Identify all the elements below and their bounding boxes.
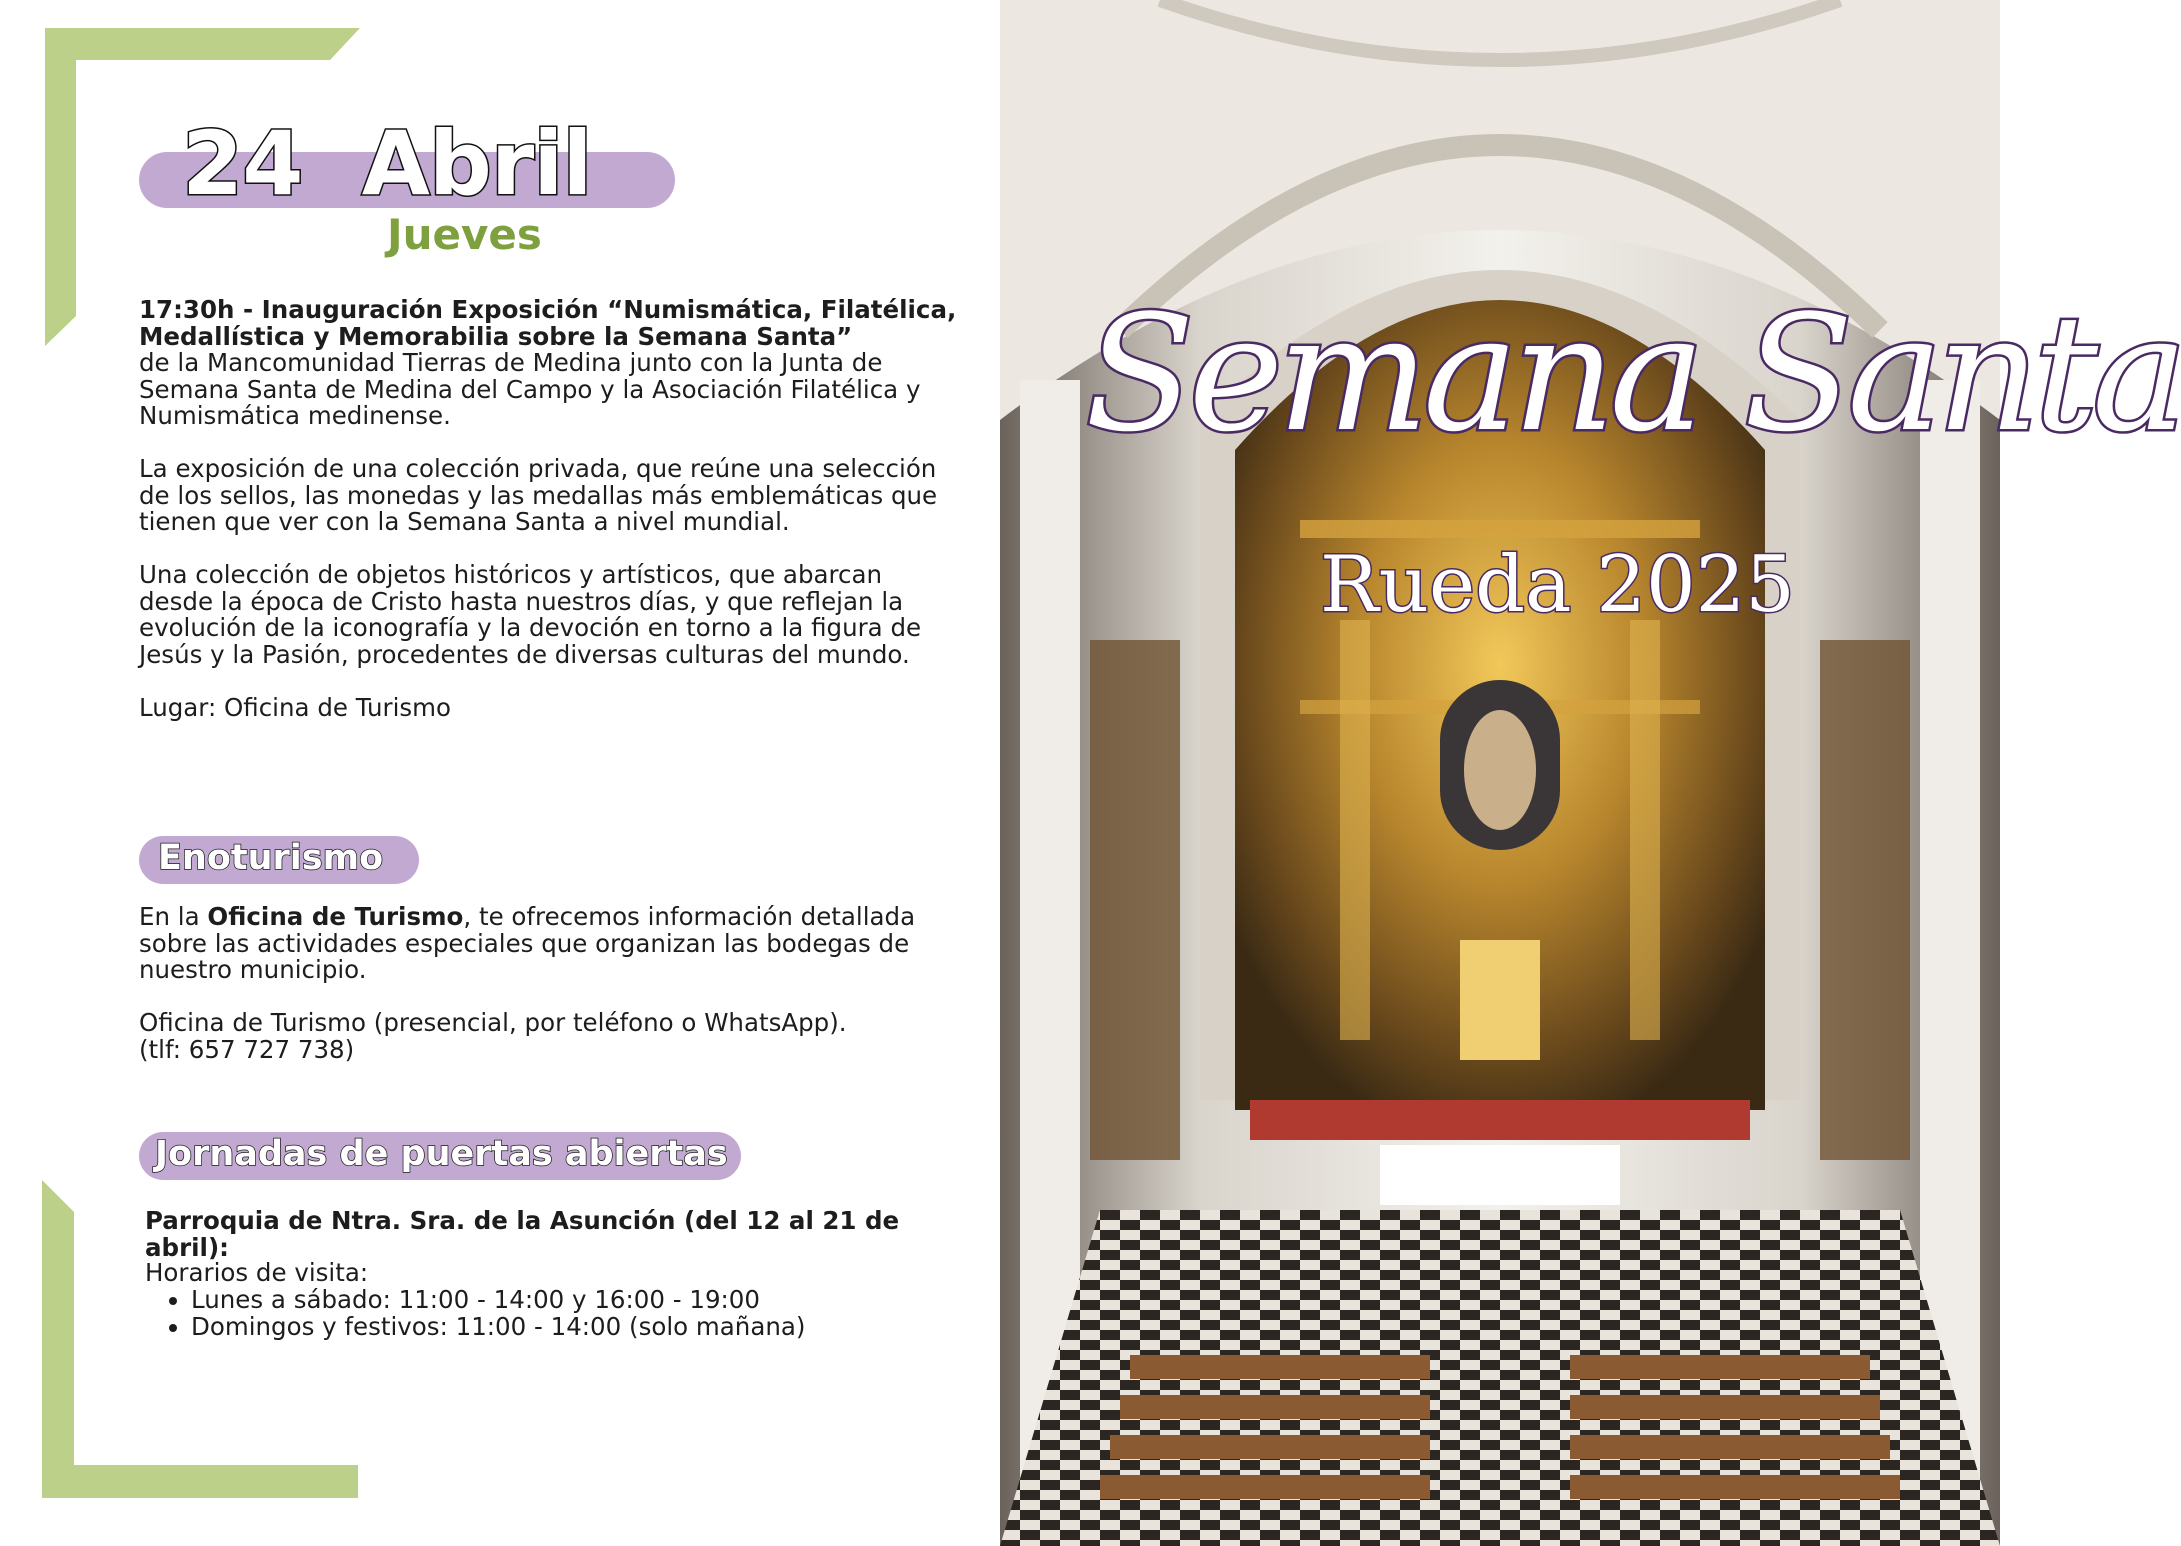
event-title bbox=[139, 297, 959, 350]
enoturismo-intro-post: , te ofrecemos información detallada sobre las actividades especiales que organizan las bodegas de nuestro municipio. bbox=[139, 902, 916, 984]
event-title-line1: 17:30h - Inauguración Exposición “Numismática, Filatélica, bbox=[139, 295, 957, 324]
enoturismo-intro bbox=[139, 904, 959, 984]
enoturismo-contact-line1: Oficina de Turismo (presencial, por teléfono o WhatsApp). bbox=[139, 1008, 847, 1037]
enoturismo-contact-line2: (tlf: 657 727 738) bbox=[139, 1034, 355, 1064]
event-date: 24 Abril bbox=[182, 112, 592, 215]
event-weekday: Jueves bbox=[387, 210, 542, 259]
event-description-1: de la Mancomunidad Tierras de Medina junto con la Junta de Semana Santa de Medina del Campo y la Asociación Filatélica y Numismática medinense. bbox=[139, 348, 921, 430]
event-place: Lugar: Oficina de Turismo bbox=[139, 693, 452, 722]
cover-title: Semana Santa bbox=[1085, 280, 2181, 467]
enoturismo-intro-bold: Oficina de Turismo bbox=[207, 902, 464, 931]
cover-subtitle: Rueda 2025 bbox=[1320, 540, 1795, 630]
enoturismo-title: Enoturismo bbox=[158, 838, 384, 878]
jornadas-hours-label: Horarios de visita: bbox=[145, 1258, 369, 1287]
enoturismo-contact bbox=[139, 1010, 959, 1063]
event-title-line2: Medallística y Memorabilia sobre la Semana Santa” bbox=[139, 321, 853, 351]
visiting-hours-list bbox=[145, 1286, 805, 1340]
jornadas-title: Jornadas de puertas abiertas bbox=[155, 1134, 728, 1174]
church-altar-image bbox=[1000, 0, 2000, 1546]
cover-photo bbox=[1000, 0, 2181, 1546]
event-description-3: Una colección de objetos históricos y artísticos, que abarcan desde la época de Cristo hasta nuestros días, y que reflejan la evolución de la iconografía y la devoción en torno a la figura de Jesús y la Pasión, procedentes de diversas culturas del mundo. bbox=[139, 560, 922, 669]
jornadas-parish bbox=[145, 1208, 965, 1261]
event-description-2: La exposición de una colección privada, que reúne una selección de los sellos, las monedas y las medallas más emblemáticas que tienen que ver con la Semana Santa a nivel mundial. bbox=[139, 454, 938, 536]
enoturismo-intro-pre: En la bbox=[139, 902, 208, 931]
program-page bbox=[0, 0, 1000, 1546]
jornadas-parish-text: Parroquia de Ntra. Sra. de la Asunción (del 12 al 21 de abril): bbox=[145, 1206, 900, 1262]
list-item: • Lunes a sábado: 11:00 - 14:00 y 16:00 - 19:00 bbox=[191, 1286, 805, 1313]
list-item: • Domingos y festivos: 11:00 - 14:00 (solo mañana) bbox=[191, 1313, 805, 1340]
